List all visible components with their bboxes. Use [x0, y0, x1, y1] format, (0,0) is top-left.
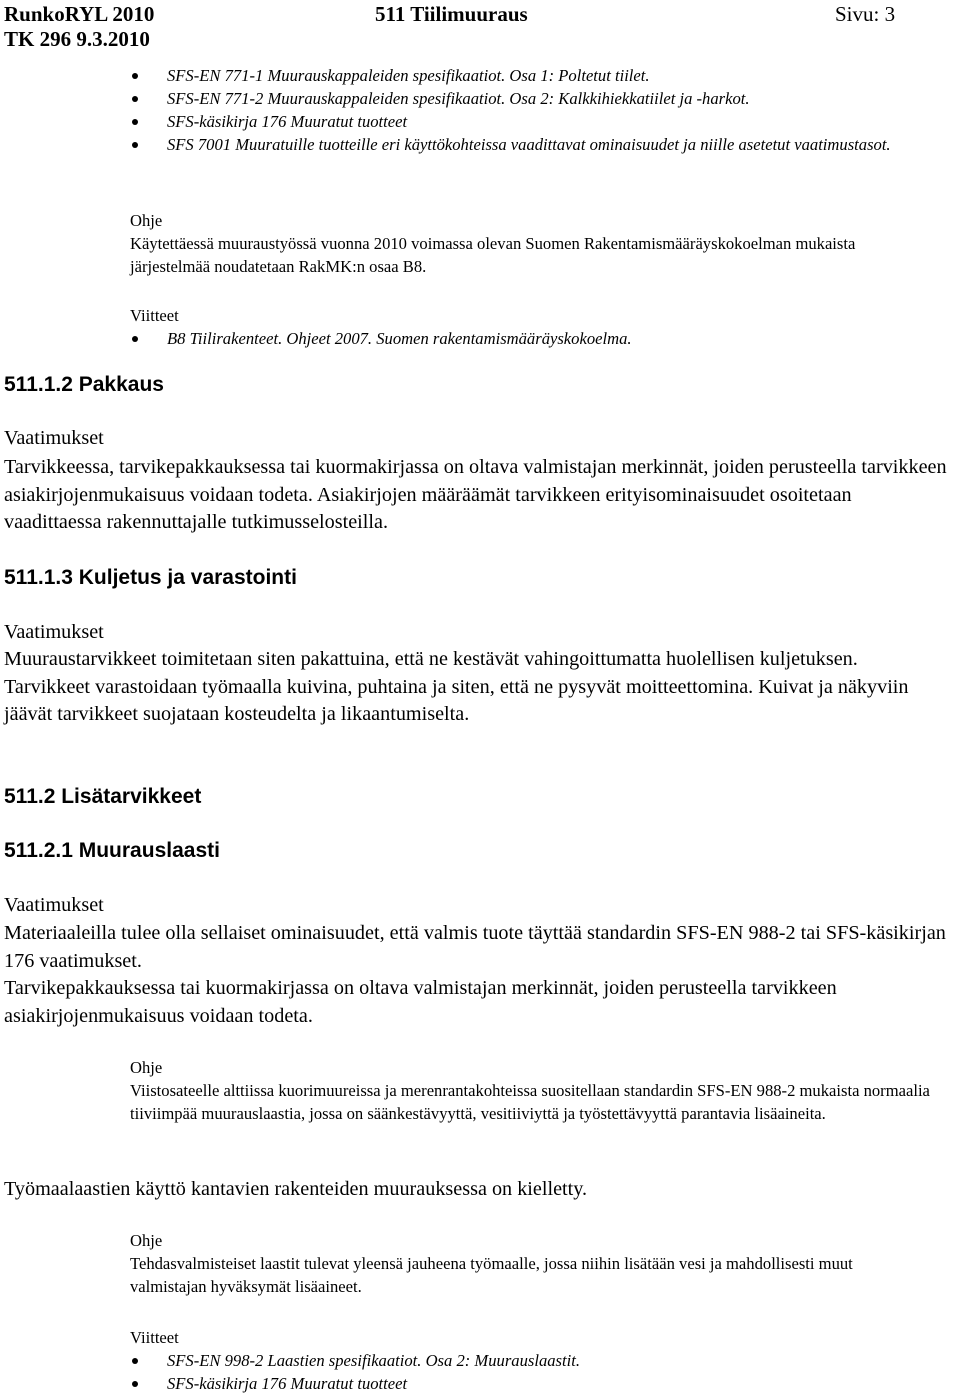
page-number: 3: [884, 2, 896, 26]
guidance-text: Tehdasvalmisteiset laastit tulevat yleensä jauheena työmaalle, jossa niihin lisätään vesi ja mahdollisesti muut valmistajan hyväksymät lisäaineet.: [130, 1254, 853, 1296]
guidance-label: Ohje: [130, 1231, 163, 1250]
header-document-date: TK 296 9.3.2010: [4, 27, 150, 51]
paragraph: Tarvikkeet varastoidaan työmaalla kuivina, puhtaina ja siten, että ne pysyvät moitteettomina. Kuivat ja näkyviin jäävät tarvikkeet suojataan kosteudelta ja likaantumiselta.: [4, 675, 909, 725]
list-item: SFS-käsikirja 176 Muuratut tuotteet: [130, 110, 930, 133]
page-label: Sivu:: [835, 2, 880, 26]
header-left: [4, 2, 154, 52]
section-heading: 511.1.2 Pakkaus: [4, 373, 164, 396]
bullet-icon: [132, 119, 138, 125]
header-page-number: [835, 2, 895, 27]
guidance-note: [130, 1056, 930, 1125]
bullet-icon: [132, 96, 138, 102]
standards-list: [130, 64, 930, 156]
list-item: SFS-EN 771-2 Muurauskappaleiden spesifikaatiot. Osa 2: Kalkkihiekkatiilet ja -harkot.: [130, 87, 930, 110]
list-item: SFS-EN 998-2 Laastien spesifikaatiot. Osa 2: Muurauslaastit.: [130, 1349, 930, 1372]
references-list: [130, 327, 930, 350]
guidance-label: Ohje: [130, 1058, 163, 1077]
header-chapter-title: 511 Tiilimuuraus: [375, 2, 528, 26]
section-text: Tarvikkeessa, tarvikepakkauksessa tai kuormakirjassa on oltava valmistajan merkinnät, joiden perusteella tarvikkeen asiakirjojenmukaisuus voidaan todeta. Asiakirjojen määräämät tarvikkeen erityisominaisuudet osoitetaan vaadittaessa rakennuttajalle tutkimusselosteilla.: [4, 456, 947, 533]
section-heading: 511.2 Lisätarvikkeet: [4, 785, 202, 808]
list-item: SFS-käsikirja 176 Muuratut tuotteet: [130, 1372, 930, 1395]
list-item: SFS 7001 Muuratuille tuotteille eri käyttökohteissa vaadittavat ominaisuudet ja niille asetetut vaatimustasot.: [130, 133, 930, 156]
section-text: [4, 920, 949, 1030]
paragraph: Materiaaleilla tulee olla sellaiset ominaisuudet, että valmis tuote täyttää standardin SFS-EN 988-2 tai SFS-käsikirjan 176 vaatimukset.: [4, 922, 946, 972]
bullet-icon: [132, 73, 138, 79]
guidance-note: [130, 1229, 930, 1298]
guidance-note: [130, 209, 930, 278]
section-heading: 511.1.3 Kuljetus ja varastointi: [4, 566, 297, 589]
section-heading: 511.2.1 Muurauslaasti: [4, 839, 220, 862]
list-item: SFS-EN 771-1 Muurauskappaleiden spesifikaatiot. Osa 1: Poltetut tiilet.: [130, 64, 930, 87]
list-item: B8 Tiilirakenteet. Ohjeet 2007. Suomen rakentamismääräyskokoelma.: [130, 327, 930, 350]
section-text: [4, 646, 949, 729]
guidance-text: Käytettäessä muuraustyössä vuonna 2010 voimassa olevan Suomen Rakentamismääräyskokoelman mukaista järjestelmää noudatetaan RakMK:n osaa B8.: [130, 234, 856, 276]
paragraph: Tarvikepakkauksessa tai kuormakirjassa on oltava valmistajan merkinnät, joiden perusteella tarvikkeen asiakirjojenmukaisuus voidaan todeta.: [4, 977, 837, 1027]
bullet-icon: [132, 336, 138, 342]
prohibition-statement: Työmaalaastien käyttö kantavien rakenteiden muurauksessa on kielletty.: [4, 1178, 588, 1200]
bullet-icon: [132, 1358, 138, 1364]
paragraph: Muuraustarvikkeet toimitetaan siten pakattuina, että ne kestävät vahingoittumatta huolellisen kuljetuksen.: [4, 648, 858, 670]
references-label: Viitteet: [130, 1328, 179, 1347]
references-list: [130, 1349, 930, 1395]
bullet-icon: [132, 1381, 138, 1387]
bullet-icon: [132, 142, 138, 148]
header-document-title: RunkoRYL 2010: [4, 2, 155, 26]
references: [130, 1326, 930, 1395]
requirements-label: Vaatimukset: [4, 427, 104, 449]
guidance-label: Ohje: [130, 211, 163, 230]
guidance-text: Viistosateelle alttiissa kuorimuureissa ja merenrantakohteissa suositellaan standardin SFS-EN 988-2 mukaista normaalia tiiviimpää muurauslaastia, jossa on säänkestävyyttä, vesitiiviyttä ja työstettävyyttä parantavia lisäaineita.: [130, 1081, 930, 1123]
requirements-label: Vaatimukset: [4, 621, 104, 643]
requirements-label: Vaatimukset: [4, 894, 104, 916]
references: [130, 304, 930, 350]
references-label: Viitteet: [130, 306, 179, 325]
